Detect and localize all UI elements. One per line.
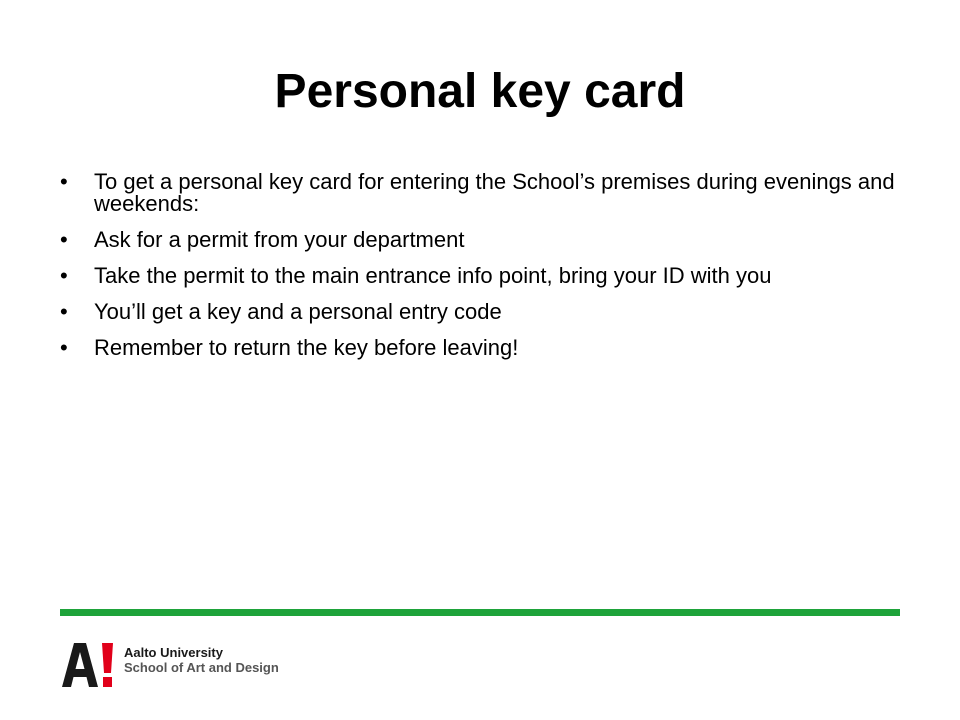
logo-text [124, 645, 324, 675]
bullet-text: Take the permit to the main entrance info point, bring your ID with you [94, 263, 772, 288]
aalto-logo [62, 643, 322, 691]
bullet-item [60, 229, 900, 251]
green-divider [60, 609, 900, 616]
bullet-marker: • [60, 299, 68, 324]
school-name: School of Art and Design [124, 660, 279, 675]
bullet-item [60, 301, 900, 323]
bullet-text: Ask for a permit from your department [94, 227, 465, 252]
bullet-item [60, 337, 900, 359]
bullet-text: Remember to return the key before leaving! [94, 335, 519, 360]
university-name: Aalto University [124, 645, 223, 660]
bullet-item [60, 171, 900, 215]
slide-title: Personal key card [274, 65, 686, 118]
bullet-marker: • [60, 335, 68, 360]
bullet-marker: • [60, 169, 68, 194]
bullet-marker: • [60, 227, 68, 252]
bullet-marker: • [60, 263, 68, 288]
aalto-logo-icon [62, 643, 114, 687]
bullet-text: You’ll get a key and a personal entry code [94, 299, 502, 324]
bullet-item [60, 265, 900, 287]
bullet-list [60, 171, 900, 373]
bullet-text: To get a personal key card for entering the School’s premises during evenings and weekends: [94, 169, 895, 216]
